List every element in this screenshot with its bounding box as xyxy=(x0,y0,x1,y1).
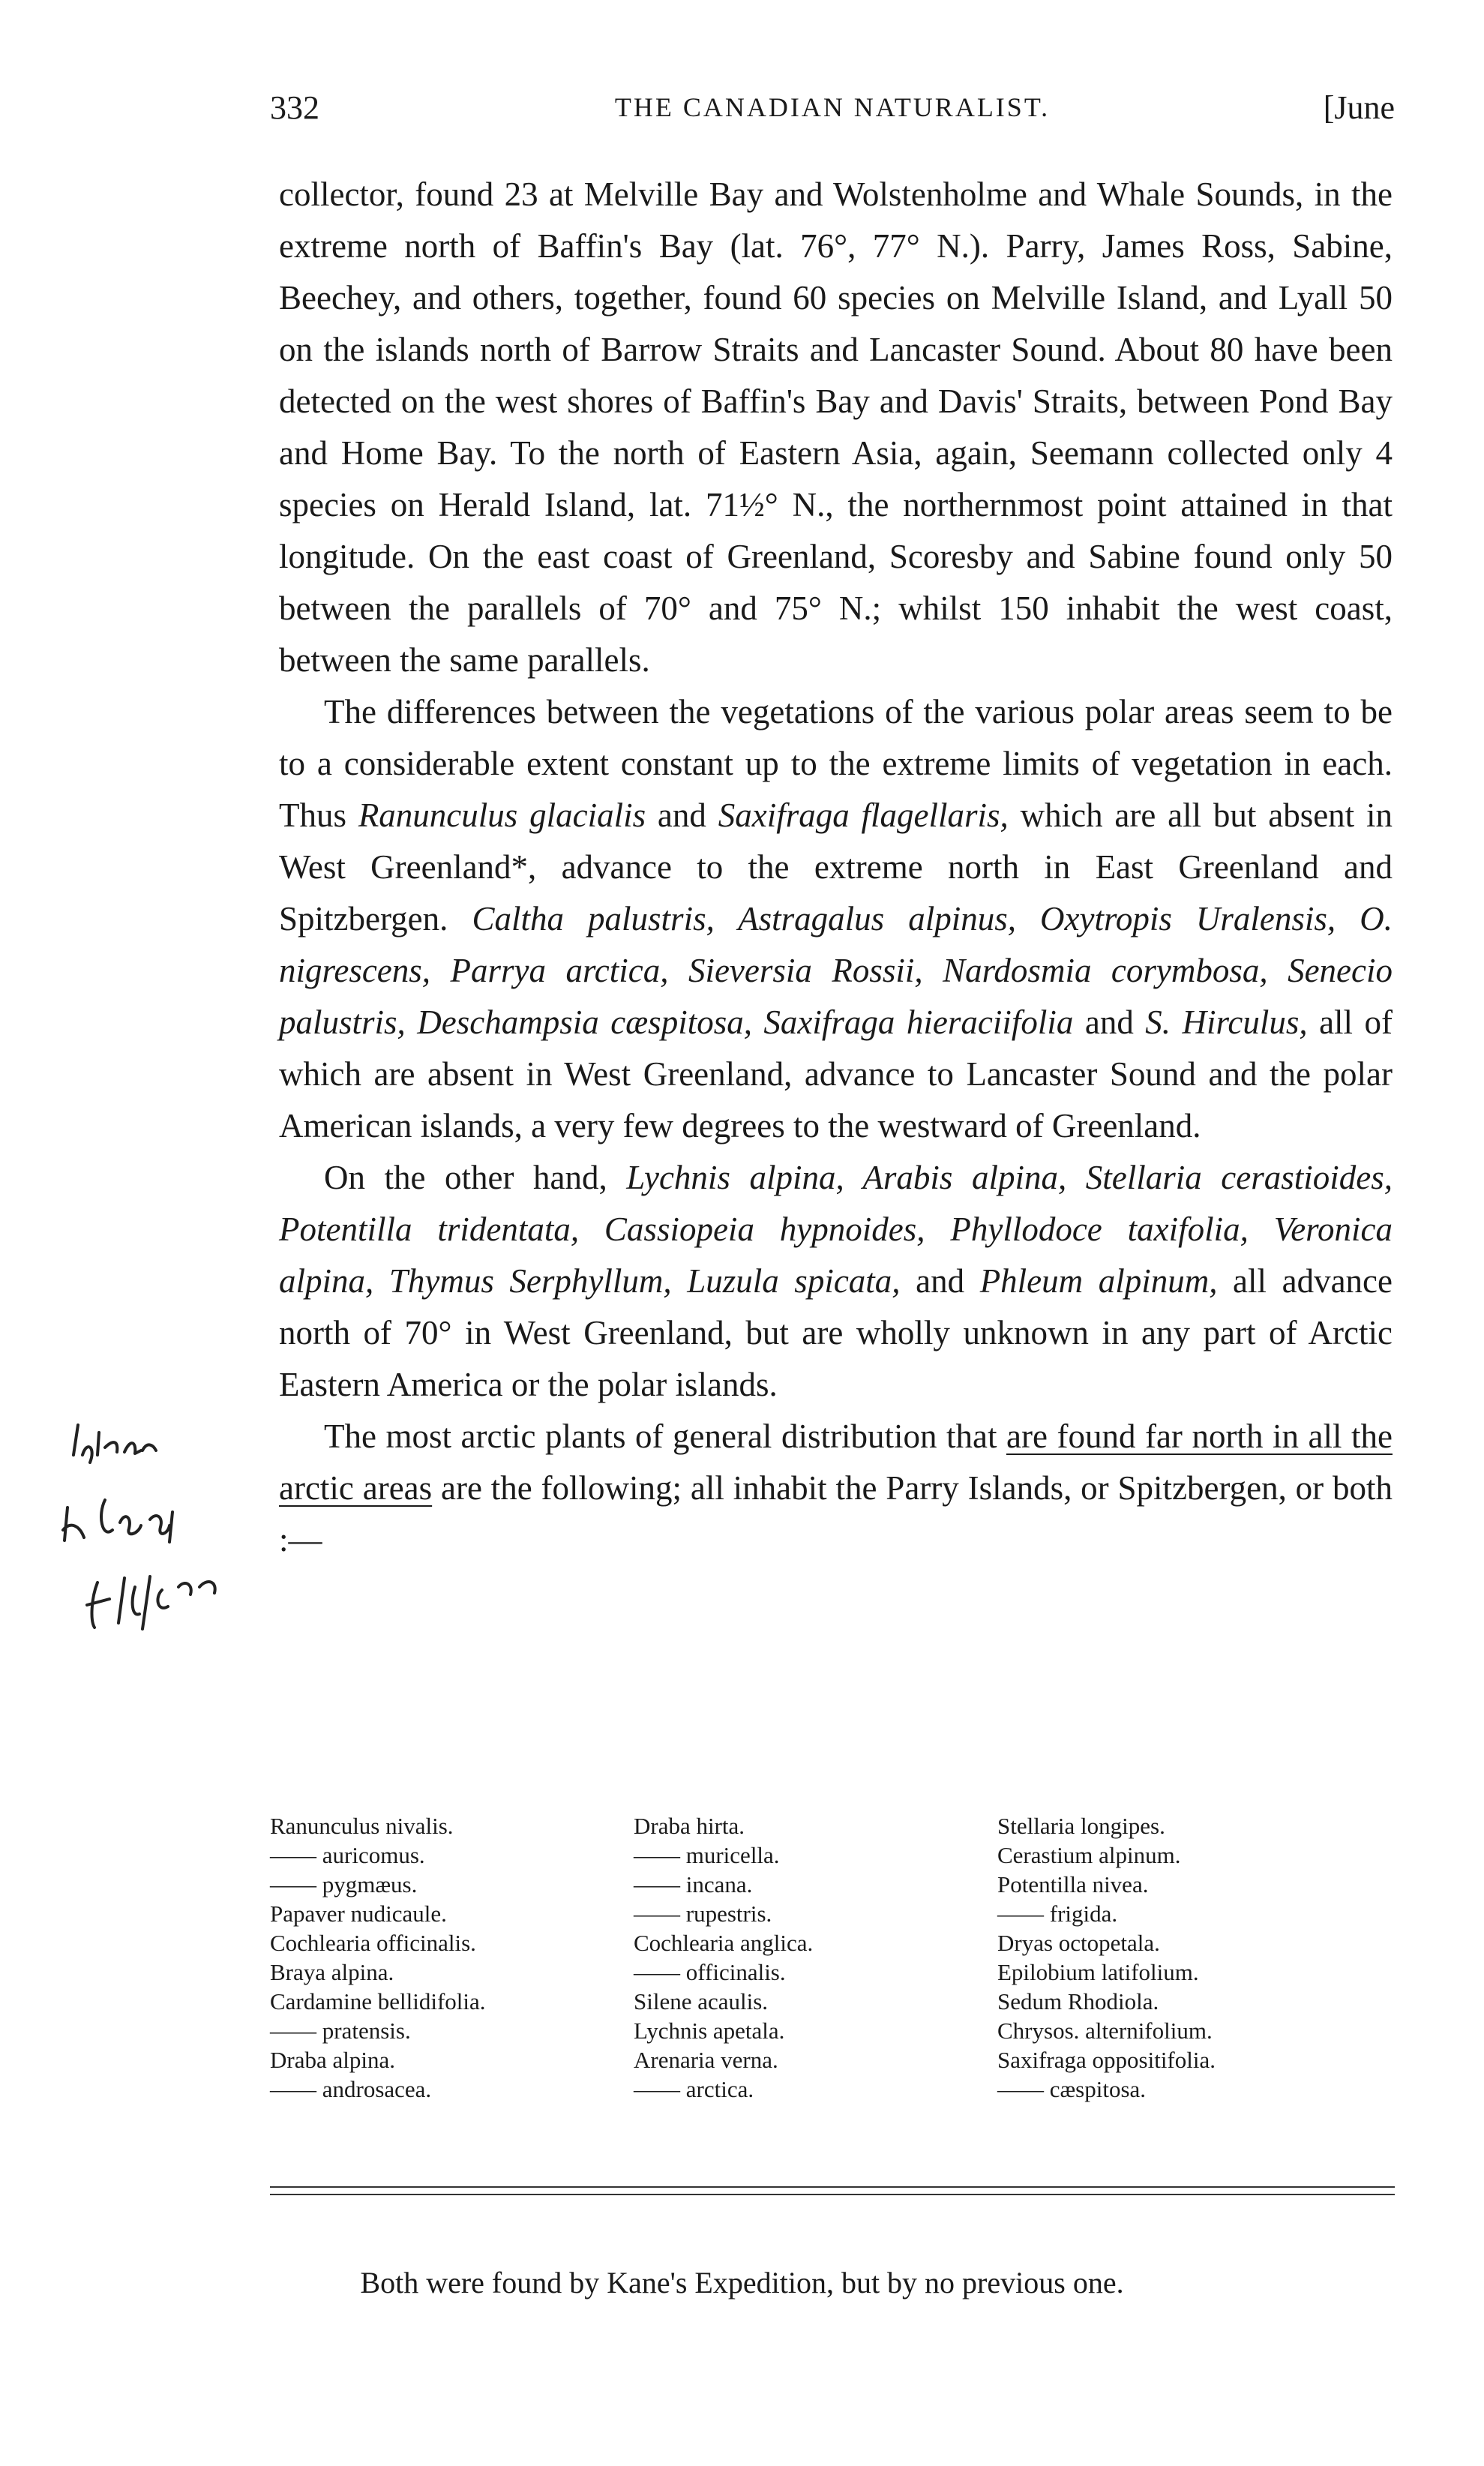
text-run: The differences between the vegetations of the various polar areas seem to be to a considerable extent constant up to the extreme limits of vegetation in each. Thus xyxy=(279,693,1393,834)
plant-name: —— frigida. xyxy=(997,1900,1118,1927)
plant-name: Ranunculus nivalis. xyxy=(270,1813,454,1839)
handwritten-margin-note xyxy=(52,1410,277,1680)
plant-name: Chrysos. alternifolium. xyxy=(997,2018,1213,2044)
text-run: all advance north of 70° in West Greenland, but are wholly unknown in any part of Arctic Eastern America or the polar islands. xyxy=(279,1262,1393,1403)
plant-name: Braya alpina. xyxy=(270,1959,394,1985)
plant-name: —— pygmæus. xyxy=(270,1871,418,1898)
plant-name: —— rupestris. xyxy=(634,1900,772,1927)
text-run: and xyxy=(646,796,718,834)
running-month: [June xyxy=(1323,89,1395,126)
running-title: THE CANADIAN NATURALIST. xyxy=(614,92,1051,122)
plant-name: Draba alpina. xyxy=(270,2047,395,2073)
footnote-rule-top xyxy=(270,2186,1395,2188)
plant-column-2 xyxy=(634,1811,813,2104)
text-run: and xyxy=(1073,1004,1146,1041)
text-run: collector, found 23 at Melville Bay and Wolstenholme and Whale Sounds, in the extreme north of Baffin's Bay (lat. 76°, 77° N.). Parry, James Ross, Sabine, Beechey, and others, together, found 60 species on Melville Island, and Lyall 50 on the islands north of Barrow Straits and Lancaster Sound. About 80 have been detected on the west shores of Baffin's Bay and Davis' Straits, between Pond Bay and Home Bay. To the north of Eastern Asia, again, Seemann collected only 4 species on Herald Island, lat. 71½° N., the northernmost point attained in that longitude. On the east coast of Greenland, Scoresby and Sabine found only 50 between the parallels of 70° and 75° N.; whilst 150 inhabit the west coast, between the same parallels. xyxy=(279,176,1393,679)
plant-name: —— auricomus. xyxy=(270,1842,425,1868)
handwriting-scribble xyxy=(52,1410,277,1680)
italic-run: S. Hirculus, xyxy=(1145,1004,1308,1041)
footnote: Both were found by Kane's Expedition, but by no previous one. xyxy=(360,2266,1124,2300)
page-number: 332 xyxy=(270,89,319,126)
italic-run: Caltha palustris, Astragalus alpinus, Oxytropis Uralensis, O. nigrescens, Parrya arctica, Sieversia Rossii, Nardosmia corymbosa, Senecio palustris, Deschampsia cæspitosa, Saxifraga hieraciifolia xyxy=(279,900,1393,1041)
plant-name: Draba hirta. xyxy=(634,1813,745,1839)
paragraph xyxy=(279,686,1393,1152)
footnote-rule-bottom xyxy=(270,2194,1395,2195)
plant-name: Epilobium latifolium. xyxy=(997,1959,1199,1985)
plant-name: —— arctica. xyxy=(634,2076,754,2102)
paragraph xyxy=(279,1152,1393,1411)
plant-name: Papaver nudicaule. xyxy=(270,1900,447,1927)
plant-name: —— muricella. xyxy=(634,1842,780,1868)
plant-column-1 xyxy=(270,1811,486,2104)
plant-name: Sedum Rhodiola. xyxy=(997,1988,1159,2014)
text-run: are the following; all inhabit the Parry Islands, or Spitzbergen, or both :— xyxy=(279,1469,1393,1558)
paragraph xyxy=(279,1411,1393,1566)
plant-name: Saxifraga oppositifolia. xyxy=(997,2047,1216,2073)
plant-name: —— pratensis. xyxy=(270,2018,411,2044)
plant-name: Lychnis apetala. xyxy=(634,2018,785,2044)
italic-run: Saxifraga flagellaris, xyxy=(718,796,1009,834)
italic-run: Ranunculus glacialis xyxy=(358,796,646,834)
plant-name: Cerastium alpinum. xyxy=(997,1842,1181,1868)
plant-name: Silene acaulis. xyxy=(634,1988,769,2014)
text-run: The most arctic plants of general distribution that xyxy=(324,1418,1006,1455)
plant-name: —— incana. xyxy=(634,1871,753,1898)
paragraph xyxy=(279,169,1393,686)
italic-run: Phleum alpinum, xyxy=(979,1262,1218,1300)
plant-name: Stellaria longipes. xyxy=(997,1813,1165,1839)
plant-name: Cardamine bellidifolia. xyxy=(270,1988,486,2014)
plant-name: Potentilla nivea. xyxy=(997,1871,1149,1898)
text-run: which are all but absent in West Greenland*, advance to the extreme north in East Greenland and Spitzbergen. xyxy=(279,796,1393,938)
article-body xyxy=(279,169,1393,1566)
plant-name: —— cæspitosa. xyxy=(997,2076,1147,2102)
page-header xyxy=(270,88,1395,141)
plant-name: Arenaria verna. xyxy=(634,2047,778,2073)
plant-name: —— androsacea. xyxy=(270,2076,432,2102)
text-run: all of which are absent in West Greenland, advance to Lancaster Sound and the polar American islands, a very few degrees to the westward of Greenland. xyxy=(279,1004,1393,1144)
plant-name: —— officinalis. xyxy=(634,1959,786,1985)
plant-column-3 xyxy=(997,1811,1216,2104)
text-run: On the other hand, xyxy=(324,1159,627,1196)
plant-name: Cochlearia anglica. xyxy=(634,1930,814,1956)
plant-name: Dryas octopetala. xyxy=(997,1930,1160,1956)
text-run: and xyxy=(900,1262,980,1300)
plant-name: Cochlearia officinalis. xyxy=(270,1930,476,1956)
italic-run: Lychnis alpina, Arabis alpina, Stellaria cerastioides, Potentilla tridentata, Cassiopeia hypnoides, Phyllodoce taxifolia, Veronica alpina, Thymus Serphyllum, Luzula spicata, xyxy=(279,1159,1393,1300)
text-run: are found far north in all the arctic areas xyxy=(279,1418,1393,1507)
